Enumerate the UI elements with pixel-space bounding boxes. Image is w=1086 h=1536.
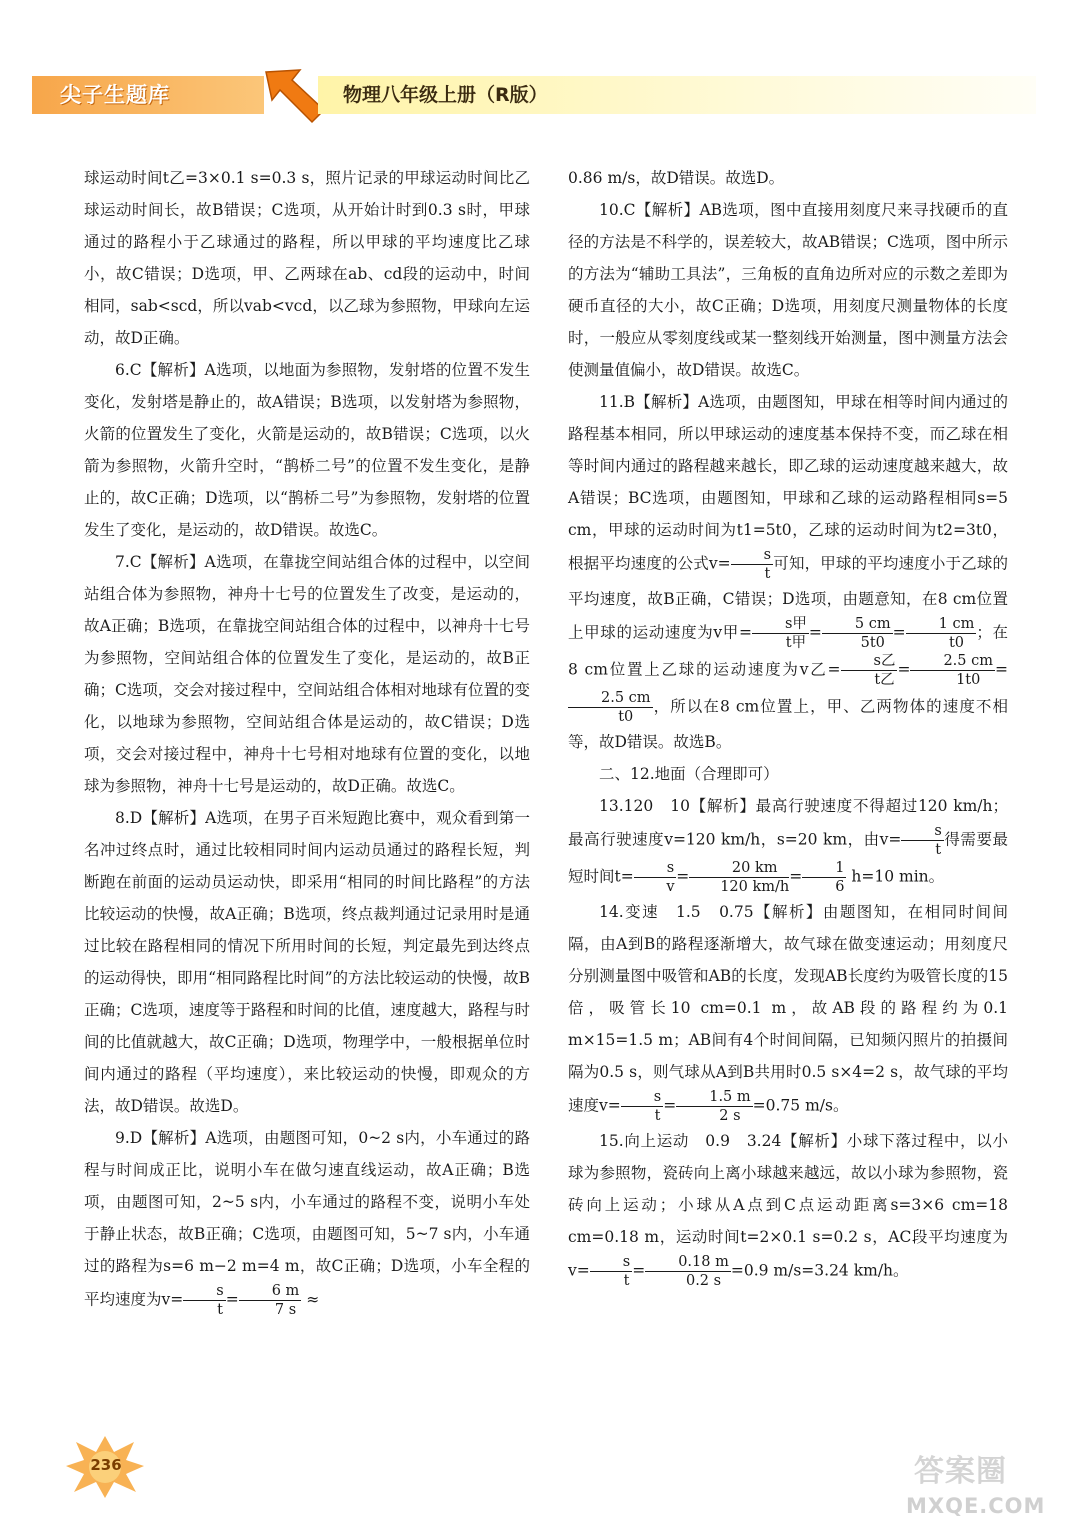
- answer-12: 二、12.地面（合理即可）: [599, 765, 779, 783]
- fraction-s-t: $\frac{s}{t}$: [731, 546, 773, 583]
- fraction-s-t: $\frac{s}{t}$: [901, 822, 943, 859]
- answer-11: 11.B【解析】A选项，由题图知，甲球在相等时间内通过的路程基本相同，所以甲球运动的速度基本保持不变，而乙球在相等时间内通过的路程越来越长，即乙球的运动速度越来越大，故A错误；BC选项，由题图知，甲球和乙球的运动路程相同s=5 cm，甲球的运动时间为t1=5t0，乙球的运动时间为t2=3t0，根据平均速度的公式v= $\frac{s}{t}$ 可知，甲球的平均速度小于乙球的平均速度，故B正确，C错误；D选项，由题意知，在8 cm位置上甲球的运动速度为v甲= $\frac{\text{s甲}}{\text{t甲}}$ = $\frac{5 cm}{5t0}$ = $\frac{1 cm}{t0}$ ；在8 cm位置上乙球的运动速度为v乙= $\frac{\text{s乙}}{\text{t乙}}$ = $\frac{2.5 cm}{1t0}$ = $\frac{2.5 cm}{t0}$ ，所以在8 cm位置上，甲、乙两物体的速度不相等，故D错误。故选B。: [568, 393, 1008, 751]
- fraction-0-18m-0-2s: $\frac{0.18 m}{0.2 s}$: [645, 1253, 731, 1290]
- answer-9: 9.D【解析】A选项，由题图可知，0~2 s内，小车通过的路程与时间成正比，说明小车在做匀速直线运动，故A正确；B选项，由题图可知，2~5 s内，小车通过的路程不变，说明小车处于静止状态，故B正确；C选项，由题图可知，5~7 s内，小车通过的路程为s=6 m−2 m=4 m，故C正确；D选项，小车全程的平均速度为v= $\frac{s}{t}$ = $\frac{6 m}{7 s}$ ≈: [84, 1129, 530, 1318]
- fraction-20km-120kmh: $\frac{20 km}{120 km/h}$: [689, 859, 789, 896]
- right-column: [568, 162, 1008, 1290]
- header-title: 物理八年级上册（R版）: [343, 84, 548, 106]
- answer-5-cont: 球运动时间t乙=3×0.1 s=0.3 s，照片记录的甲球运动时间比乙球运动时间长，故B错误；C选项，从开始计时到0.3 s时，甲球通过的路程小于乙球通过的路程，所以甲球的平均速度比乙球小，故C错误；D选项，甲、乙两球在ab、cd段的运动中，时间相同，sab<scd，所以vab<vcd，以乙球为参照物，甲球向左运动，故D正确。: [84, 169, 530, 347]
- answer-10: 10.C【解析】AB选项，图中直接用刻度尺来寻找硬币的直径的方法是不科学的，误差较大，故AB错误；C选项，图中所示的方法为“辅助工具法”，三角板的直角边所对应的示数之差即为硬币直径的大小，故C正确；D选项，用刻度尺测量物体的长度时，一般应从零刻度线或某一整刻线开始测量，图中测量方法会使测量值偏小，故D错误。故选C。: [568, 201, 1008, 379]
- watermark-logo: 答案圈: [914, 1454, 1007, 1489]
- answer-15: 15.向上运动 0.9 3.24【解析】小球下落过程中，以小球为参照物，瓷砖向上离小球越来越远，故以小球为参照物，瓷砖向上运动；小球从A点到C点运动距离s=3×6 cm=18 cm=0.18 m，运动时间t=2×0.1 s=0.2 s，AC段平均速度为v= $\frac{s}{t}$ = $\frac{0.18 m}{0.2 s}$ =0.9 m/s=3.24 km/h。: [568, 1132, 1008, 1289]
- fraction-5cm-5t0: $\frac{5 cm}{5t0}$: [822, 615, 893, 652]
- fraction-6m-7s: $\frac{6 m}{7 s}$: [239, 1282, 302, 1319]
- answer-6: 6.C【解析】A选项，以地面为参照物，发射塔的位置不发生变化，发射塔是静止的，故A错误；B选项，以发射塔为参照物，火箭的位置发生了变化，火箭是运动的，故B错误；C选项，以火箭为参照物，火箭升空时，“鹊桥二号”的位置不发生变化，是静止的，故C正确；D选项，以“鹊桥二号”为参照物，发射塔的位置发生了变化，是运动的，故D错误。故选C。: [84, 361, 530, 539]
- page-number: 236: [90, 1456, 122, 1474]
- fraction-2-5cm-1t0: $\frac{2.5 cm}{1t0}$: [910, 652, 995, 689]
- answer-9-cont: 0.86 m/s，故D错误。故选D。: [568, 169, 785, 187]
- fraction-s-v: $\frac{s}{v}$: [634, 859, 676, 896]
- header-brand: 尖子生题库: [60, 83, 170, 107]
- answer-8: 8.D【解析】A选项，在男子百米短跑比赛中，观众看到第一名冲过终点时，通过比较相同时间内运动员通过的路程长短，判断跑在前面的运动员运动快，即采用“相同的时间比路程”的方法比较运动的快慢，故A正确；B选项，终点裁判通过记录用时是通过比较在路程相同的情况下所用时间的长短，判定最先到达终点的运动得快，即用“相同路程比时间”的方法比较运动的快慢，故B正确；C选项，速度等于路程和时间的比值，速度越大，路程与时间的比值就越大，故C正确；D选项，物理学中，一般根据单位时间内通过的路程（平均速度），来比较运动的快慢，即观众的方法，故D错误。故选D。: [84, 809, 530, 1115]
- answer-14: 14.变速 1.5 0.75【解析】由题图知，在相同时间间隔，由A到B的路程逐渐增大，故气球在做变速运动；用刻度尺分别测量图中吸管和AB的长度，发现AB长度约为吸管长度的15倍，吸管长10 cm=0.1 m，故AB段的路程约为0.1 m×15=1.5 m；AB间有4个时间间隔，已知频闪照片的拍摄间隔为0.5 s，则气球从A到B共用时0.5 s×4=2 s，故气球的平均速度v= $\frac{s}{t}$ = $\frac{1.5 m}{2 s}$ =0.75 m/s。: [568, 903, 1008, 1124]
- fraction-s-t: $\frac{s}{t}$: [183, 1282, 225, 1319]
- left-column: [84, 162, 530, 1319]
- fraction-syi-tyi: $\frac{\text{s乙}}{\text{t乙}}$: [841, 652, 898, 689]
- answer-7: 7.C【解析】A选项，在靠拢空间站组合体的过程中，以空间站组合体为参照物，神舟十七号的位置发生了改变，是运动的，故A正确；B选项，在靠拢空间站组合体的过程中，以神舟十七号为参照物，空间站组合体的位置发生了变化，是运动的，故B正确；C选项，交会对接过程中，空间站组合体相对地球有位置的变化，以地球为参照物，空间站组合体是运动的，故C错误；D选项，交会对接过程中，神舟十七号相对地球有位置的变化，以地球为参照物，神舟十七号是运动的，故D正确。故选C。: [84, 553, 530, 795]
- fraction-sjia-tjia: $\frac{\text{s甲}}{\text{t甲}}$: [752, 615, 809, 652]
- watermark-url: MXQE.COM: [906, 1494, 1046, 1518]
- fraction-2-5cm-t0: $\frac{2.5 cm}{t0}$: [568, 689, 653, 726]
- fraction-1-6: $\frac{1}{6}$: [802, 859, 846, 896]
- fraction-s-t: $\frac{s}{t}$: [621, 1088, 663, 1125]
- fraction-1cm-t0: $\frac{1 cm}{t0}$: [906, 615, 977, 652]
- answer-13: 13.120 10【解析】最高行驶速度不得超过120 km/h；最高行驶速度v=120 km/h，s=20 km，由v= $\frac{s}{t}$ 得需要最短时间t= $\frac{s}{v}$ = $\frac{20 km}{120 km/h}$ = $\frac{1}{6}$ h=10 min。: [568, 797, 1008, 895]
- fraction-1-5m-2s: $\frac{1.5 m}{2 s}$: [676, 1088, 752, 1125]
- fraction-s-t: $\frac{s}{t}$: [590, 1253, 632, 1290]
